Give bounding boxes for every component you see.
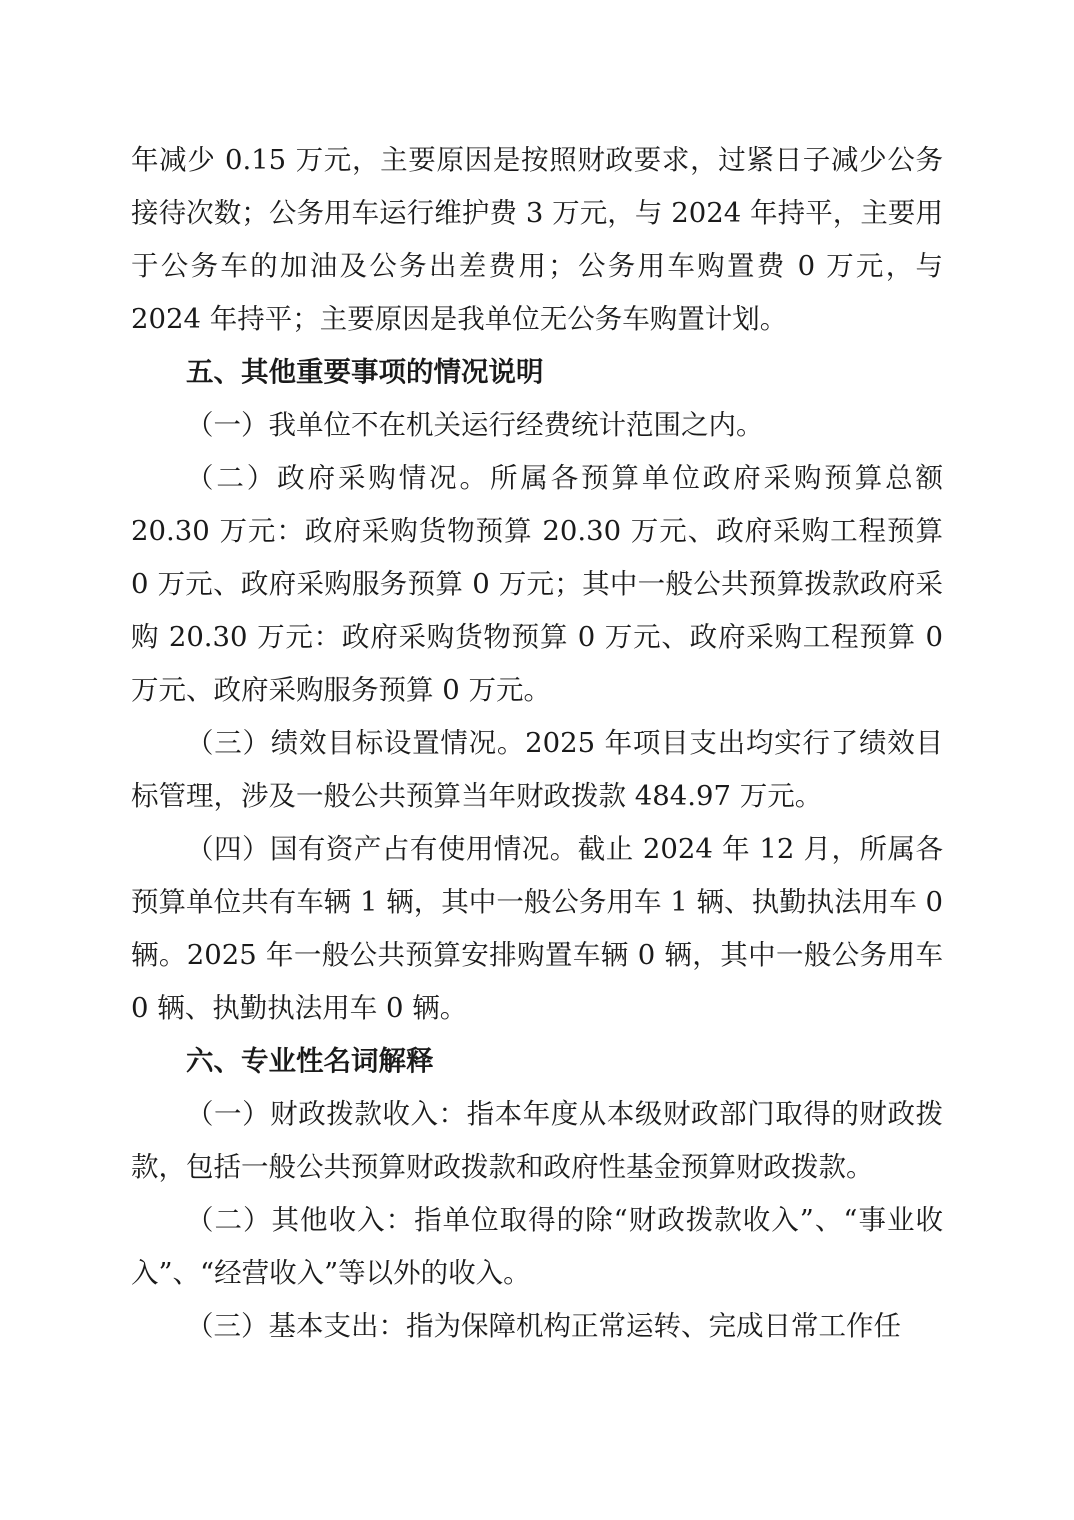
section-heading-6: 六、专业性名词解释 xyxy=(186,1045,434,1077)
paragraph-5-4: （四）国有资产占有使用情况。截止 2024 年 12 月，所属各预算单位共有车辆 1 辆，其中一般公务用车 1 辆、执勤执法用车 0 辆。2025 年一般公共预算安排购置车辆 0 辆，其中一般公务用车 0 辆、执勤执法用车 0 辆。 xyxy=(131,833,943,1024)
paragraph-6-1: （一）财政拨款收入：指本年度从本级财政部门取得的财政拨款，包括一般公共预算财政拨款和政府性基金预算财政拨款。 xyxy=(131,1098,943,1183)
paragraph-continuation: 年减少 0.15 万元，主要原因是按照财政要求，过紧日子减少公务接待次数；公务用车运行维护费 3 万元，与 2024 年持平，主要用于公务车的加油及公务出差费用；公务用车购置费 0 万元，与 2024 年持平；主要原因是我单位无公务车购置计划。 xyxy=(131,144,943,335)
paragraph-5-3: （三）绩效目标设置情况。2025 年项目支出均实行了绩效目标管理，涉及一般公共预算当年财政拨款 484.97 万元。 xyxy=(131,727,943,812)
section-heading-5: 五、其他重要事项的情况说明 xyxy=(186,356,544,388)
paragraph-5-1: （一）我单位不在机关运行经费统计范围之内。 xyxy=(186,409,764,441)
paragraph-5-2: （二）政府采购情况。所属各预算单位政府采购预算总额 20.30 万元：政府采购货物预算 20.30 万元、政府采购工程预算 0 万元、政府采购服务预算 0 万元；其中一般公共预算拨款政府采购 20.30 万元：政府采购货物预算 0 万元、政府采购工程预算 0 万元、政府采购服务预算 0 万元。 xyxy=(131,462,943,706)
paragraph-6-2: （二）其他收入：指单位取得的除“财政拨款收入”、“事业收入”、“经营收入”等以外的收入。 xyxy=(131,1204,943,1289)
document-page xyxy=(131,134,943,1353)
paragraph-6-3: （三）基本支出：指为保障机构正常运转、完成日常工作任 xyxy=(186,1310,901,1342)
